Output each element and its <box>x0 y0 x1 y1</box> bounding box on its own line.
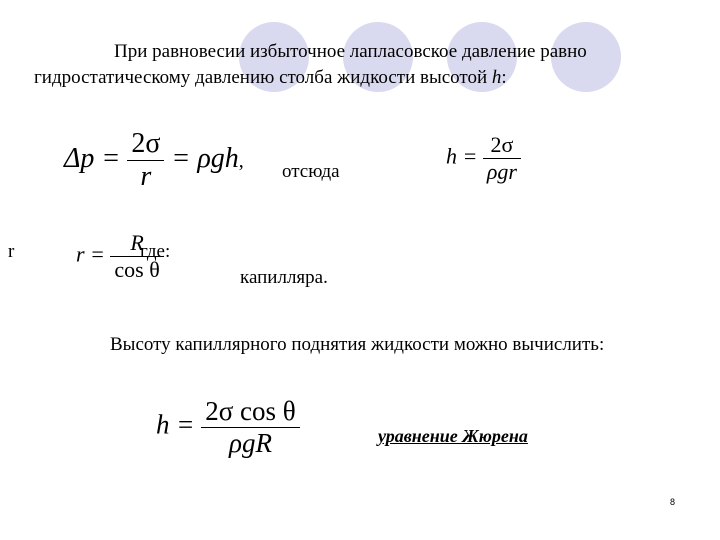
eq1-comma: , <box>238 149 244 172</box>
intro-line-1-text: При равновесии избыточное лапласовское давление равно <box>114 41 587 62</box>
equation-jurin <box>156 396 300 459</box>
intro-line-2-text: гидростатическому давлению столба жидкости высотой <box>34 67 492 88</box>
stray-r: r <box>8 241 15 262</box>
jurin-label: уравнение Жюрена <box>378 426 528 446</box>
eq2-denominator: ρgr <box>486 159 517 184</box>
eq3-lhs: r = <box>76 241 105 267</box>
eq2-lhs: h = <box>446 143 478 169</box>
gde-text: где: <box>140 241 171 262</box>
eq4-fraction <box>201 396 299 459</box>
eq4-lhs: h = <box>156 409 195 440</box>
eq1-numerator: 2σ <box>131 128 161 159</box>
eq4-numerator: 2σ cos θ <box>205 396 296 426</box>
otsyuda-text: отсюда <box>282 161 340 182</box>
equation-laplace <box>64 128 244 193</box>
eq4-denominator: ρgR <box>229 428 272 458</box>
intro-line-2 <box>34 66 507 90</box>
eq3-numerator: R <box>130 230 144 255</box>
eq2-fraction <box>483 132 521 185</box>
equation-h-radius <box>446 132 521 185</box>
eq1-denominator: r <box>140 161 152 192</box>
eq1-fraction <box>127 128 164 193</box>
eq3-denominator: cos θ <box>114 257 160 282</box>
page-number: 8 <box>670 497 676 507</box>
intro-var-h: h <box>491 67 502 88</box>
eq1-rhs: = ρgh <box>171 142 239 174</box>
eq2-numerator: 2σ <box>490 132 514 157</box>
intro-line-1 <box>114 40 587 64</box>
kapillyara-text: капилляра. <box>240 267 328 288</box>
intro-colon: : <box>501 67 507 88</box>
eq1-lhs: Δp = <box>64 142 121 174</box>
height-sentence: Высоту капиллярного поднятия жидкости можно вычислить: <box>110 334 605 355</box>
